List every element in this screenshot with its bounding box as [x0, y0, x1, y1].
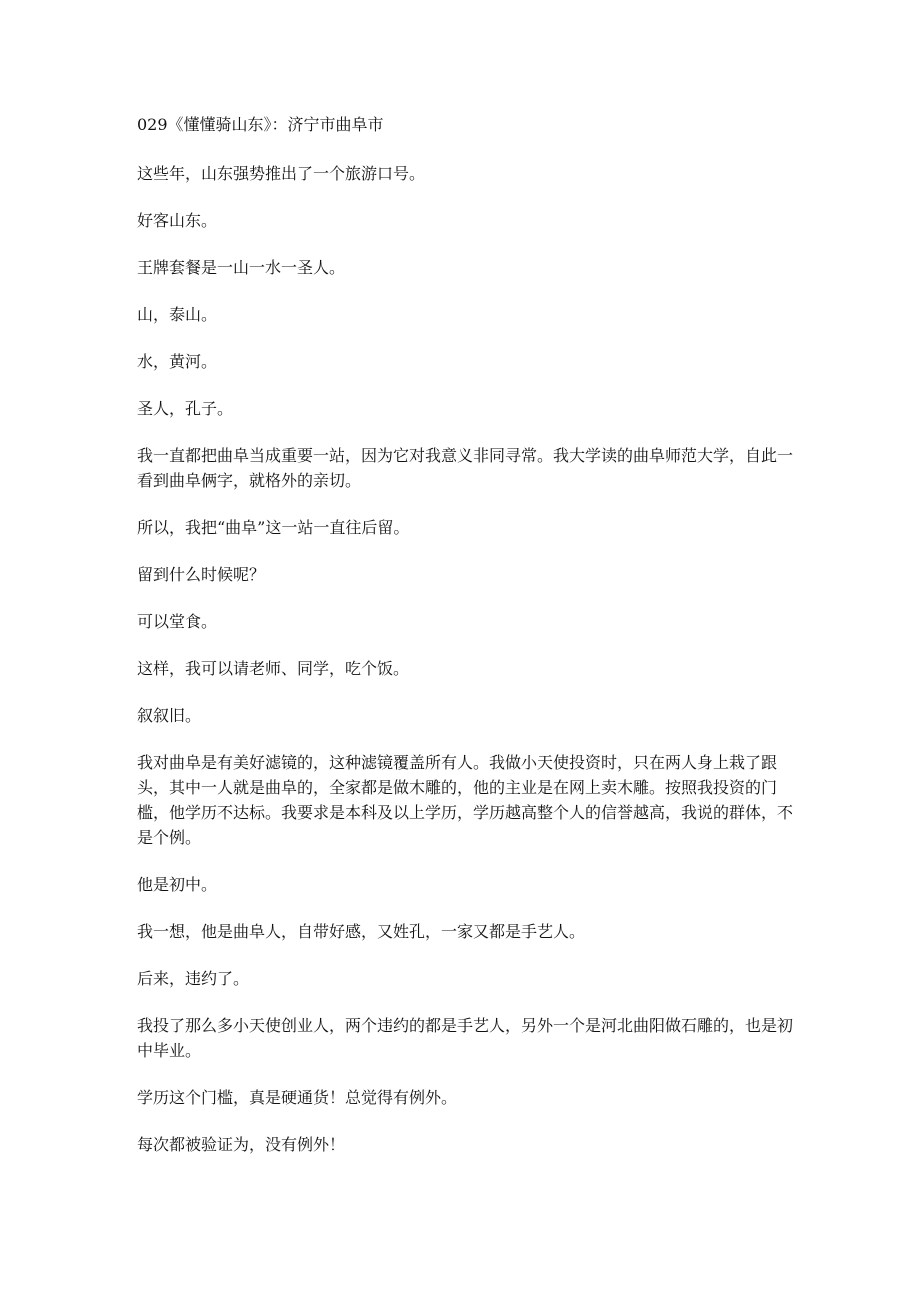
paragraph-7: 我一直都把曲阜当成重要一站，因为它对我意义非同寻常。我大学读的曲阜师范大学，自此一看到曲阜俩字，就格外的亲切。: [137, 446, 794, 490]
paragraph-9: 留到什么时候呢？: [137, 565, 266, 584]
paragraph-10: 可以堂食。: [137, 612, 218, 631]
paragraph-2: 好客山东。: [137, 211, 218, 230]
paragraph-6: 圣人，孔子。: [137, 399, 234, 418]
paragraph-18: 学历这个门槛，真是硬通货！总觉得有例外。: [137, 1088, 458, 1107]
paragraph-1: 这些年，山东强势推出了一个旅游口号。: [137, 164, 426, 183]
paragraph-3: 王牌套餐是一山一水一圣人。: [137, 258, 346, 277]
article-body: [137, 112, 797, 1179]
paragraph-14: 他是初中。: [137, 875, 218, 894]
paragraph-4: 山，泰山。: [137, 305, 218, 324]
paragraph-13: 我对曲阜是有美好滤镜的，这种滤镜覆盖所有人。我做小天使投资时，只在两人身上栽了跟头，其中一人就是曲阜的，全家都是做木雕的，他的主业是在网上卖木雕。按照我投资的门槛，他学历不达标。我要求是本科及以上学历，学历越高整个人的信誉越高，我说的群体，不是个例。: [137, 753, 794, 847]
paragraph-11: 这样，我可以请老师、同学，吃个饭。: [137, 659, 410, 678]
paragraph-15: 我一想，他是曲阜人，自带好感，又姓孔，一家又都是手艺人。: [137, 922, 586, 941]
paragraph-8: 所以，我把“曲阜”这一站一直往后留。: [137, 518, 410, 537]
paragraph-19: 每次都被验证为，没有例外！: [137, 1135, 346, 1154]
paragraph-16: 后来，违约了。: [137, 969, 250, 988]
article-title: 029《懂懂骑山东》：济宁市曲阜市: [137, 115, 384, 134]
paragraph-12: 叙叙旧。: [137, 706, 202, 725]
paragraph-5: 水，黄河。: [137, 352, 218, 371]
paragraph-17: 我投了那么多小天使创业人，两个违约的都是手艺人，另外一个是河北曲阳做石雕的，也是初中毕业。: [137, 1016, 794, 1060]
